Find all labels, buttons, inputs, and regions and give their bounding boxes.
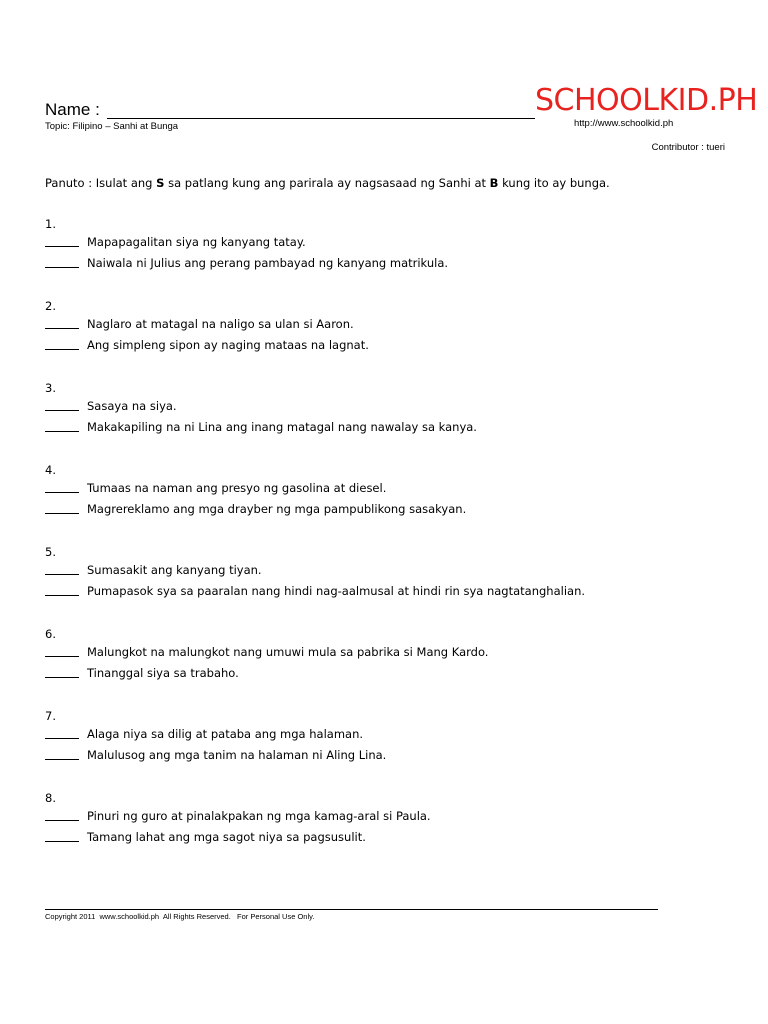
item-text: Tumaas na naman ang presyo ng gasolina at diesel.: [87, 481, 387, 495]
item-text: Makakapiling na ni Lina ang inang matagal nang nawalay sa kanya.: [87, 420, 477, 434]
question-7: [45, 708, 665, 768]
item-text: Malulusog ang mga tanim na halaman ni Aling Lina.: [87, 748, 387, 762]
question-item: [45, 583, 665, 604]
instructions-text-1: Panuto : Isulat ang: [45, 176, 157, 190]
answer-blank[interactable]: [45, 398, 79, 411]
answer-blank[interactable]: [45, 337, 79, 350]
schoolkid-logo: [535, 83, 758, 118]
instructions: [45, 175, 610, 191]
question-item: [45, 808, 665, 829]
site-url[interactable]: http://www.schoolkid.ph: [574, 118, 674, 129]
question-item: [45, 562, 665, 583]
question-number: 7.: [45, 709, 56, 723]
item-text: Pumapasok sya sa paaralan nang hindi nag-aalmusal at hindi rin sya nagtatanghalian.: [87, 584, 586, 598]
question-number: 3.: [45, 381, 56, 395]
question-4: [45, 462, 665, 522]
answer-blank[interactable]: [45, 808, 79, 821]
question-number: 1.: [45, 217, 56, 231]
question-number: 8.: [45, 791, 56, 805]
question-item: [45, 726, 665, 747]
question-item: [45, 829, 665, 850]
question-number: 4.: [45, 463, 56, 477]
question-2: [45, 298, 665, 358]
answer-blank[interactable]: [45, 562, 79, 575]
question-5: [45, 544, 665, 604]
instructions-text-3: kung ito ay bunga.: [498, 176, 610, 190]
item-text: Malungkot na malungkot nang umuwi mula sa pabrika si Mang Kardo.: [87, 645, 489, 659]
item-text: Tamang lahat ang mga sagot niya sa pagsusulit.: [87, 830, 366, 844]
item-text: Sumasakit ang kanyang tiyan.: [87, 563, 262, 577]
item-text: Naglaro at matagal na naligo sa ulan si Aaron.: [87, 317, 354, 331]
question-number: 6.: [45, 627, 56, 641]
answer-blank[interactable]: [45, 665, 79, 678]
item-text: Pinuri ng guro at pinalakpakan ng mga kamag-aral si Paula.: [87, 809, 431, 823]
question-item: [45, 644, 665, 665]
instructions-text-2: sa patlang kung ang parirala ay nagsasaad ng Sanhi at: [164, 176, 490, 190]
question-item: [45, 747, 665, 768]
item-text: Alaga niya sa dilig at pataba ang mga halaman.: [87, 727, 364, 741]
name-field-row: [45, 100, 535, 122]
question-number: 2.: [45, 299, 56, 313]
question-3: [45, 380, 665, 440]
question-item: [45, 255, 665, 276]
question-item: [45, 337, 665, 358]
question-8: [45, 790, 665, 850]
question-item: [45, 501, 665, 522]
question-number: 5.: [45, 545, 56, 559]
answer-blank[interactable]: [45, 583, 79, 596]
question-item: [45, 665, 665, 686]
footer-divider: [45, 909, 658, 910]
item-text: Naiwala ni Julius ang perang pambayad ng kanyang matrikula.: [87, 256, 449, 270]
answer-blank[interactable]: [45, 726, 79, 739]
answer-blank[interactable]: [45, 644, 79, 657]
question-list: [45, 216, 665, 872]
name-label: Name :: [45, 100, 100, 119]
answer-blank[interactable]: [45, 255, 79, 268]
item-text: Mapapagalitan siya ng kanyang tatay.: [87, 235, 306, 249]
answer-blank[interactable]: [45, 480, 79, 493]
answer-blank[interactable]: [45, 501, 79, 514]
topic-label: Topic: Filipino – Sanhi at Bunga: [45, 121, 179, 132]
item-text: Tinanggal siya sa trabaho.: [87, 666, 239, 680]
answer-blank[interactable]: [45, 419, 79, 432]
contributor-label: Contributor : tueri: [651, 142, 725, 153]
item-text: Ang simpleng sipon ay naging mataas na lagnat.: [87, 338, 369, 352]
copyright-footer: Copyright 2011 www.schoolkid.ph All Rights Reserved. For Personal Use Only.: [45, 912, 315, 921]
answer-blank[interactable]: [45, 747, 79, 760]
logo-text: SCHOOLKID.PH: [535, 83, 758, 118]
question-6: [45, 626, 665, 686]
question-item: [45, 398, 665, 419]
instructions-b: B: [489, 176, 499, 190]
item-text: Sasaya na siya.: [87, 399, 177, 413]
question-item: [45, 419, 665, 440]
answer-blank[interactable]: [45, 829, 79, 842]
question-1: [45, 216, 665, 276]
question-item: [45, 480, 665, 501]
question-item: [45, 316, 665, 337]
name-blank-line: [107, 118, 535, 119]
answer-blank[interactable]: [45, 234, 79, 247]
item-text: Magrereklamo ang mga drayber ng mga pampublikong sasakyan.: [87, 502, 467, 516]
instructions-s: S: [156, 176, 165, 190]
question-item: [45, 234, 665, 255]
answer-blank[interactable]: [45, 316, 79, 329]
